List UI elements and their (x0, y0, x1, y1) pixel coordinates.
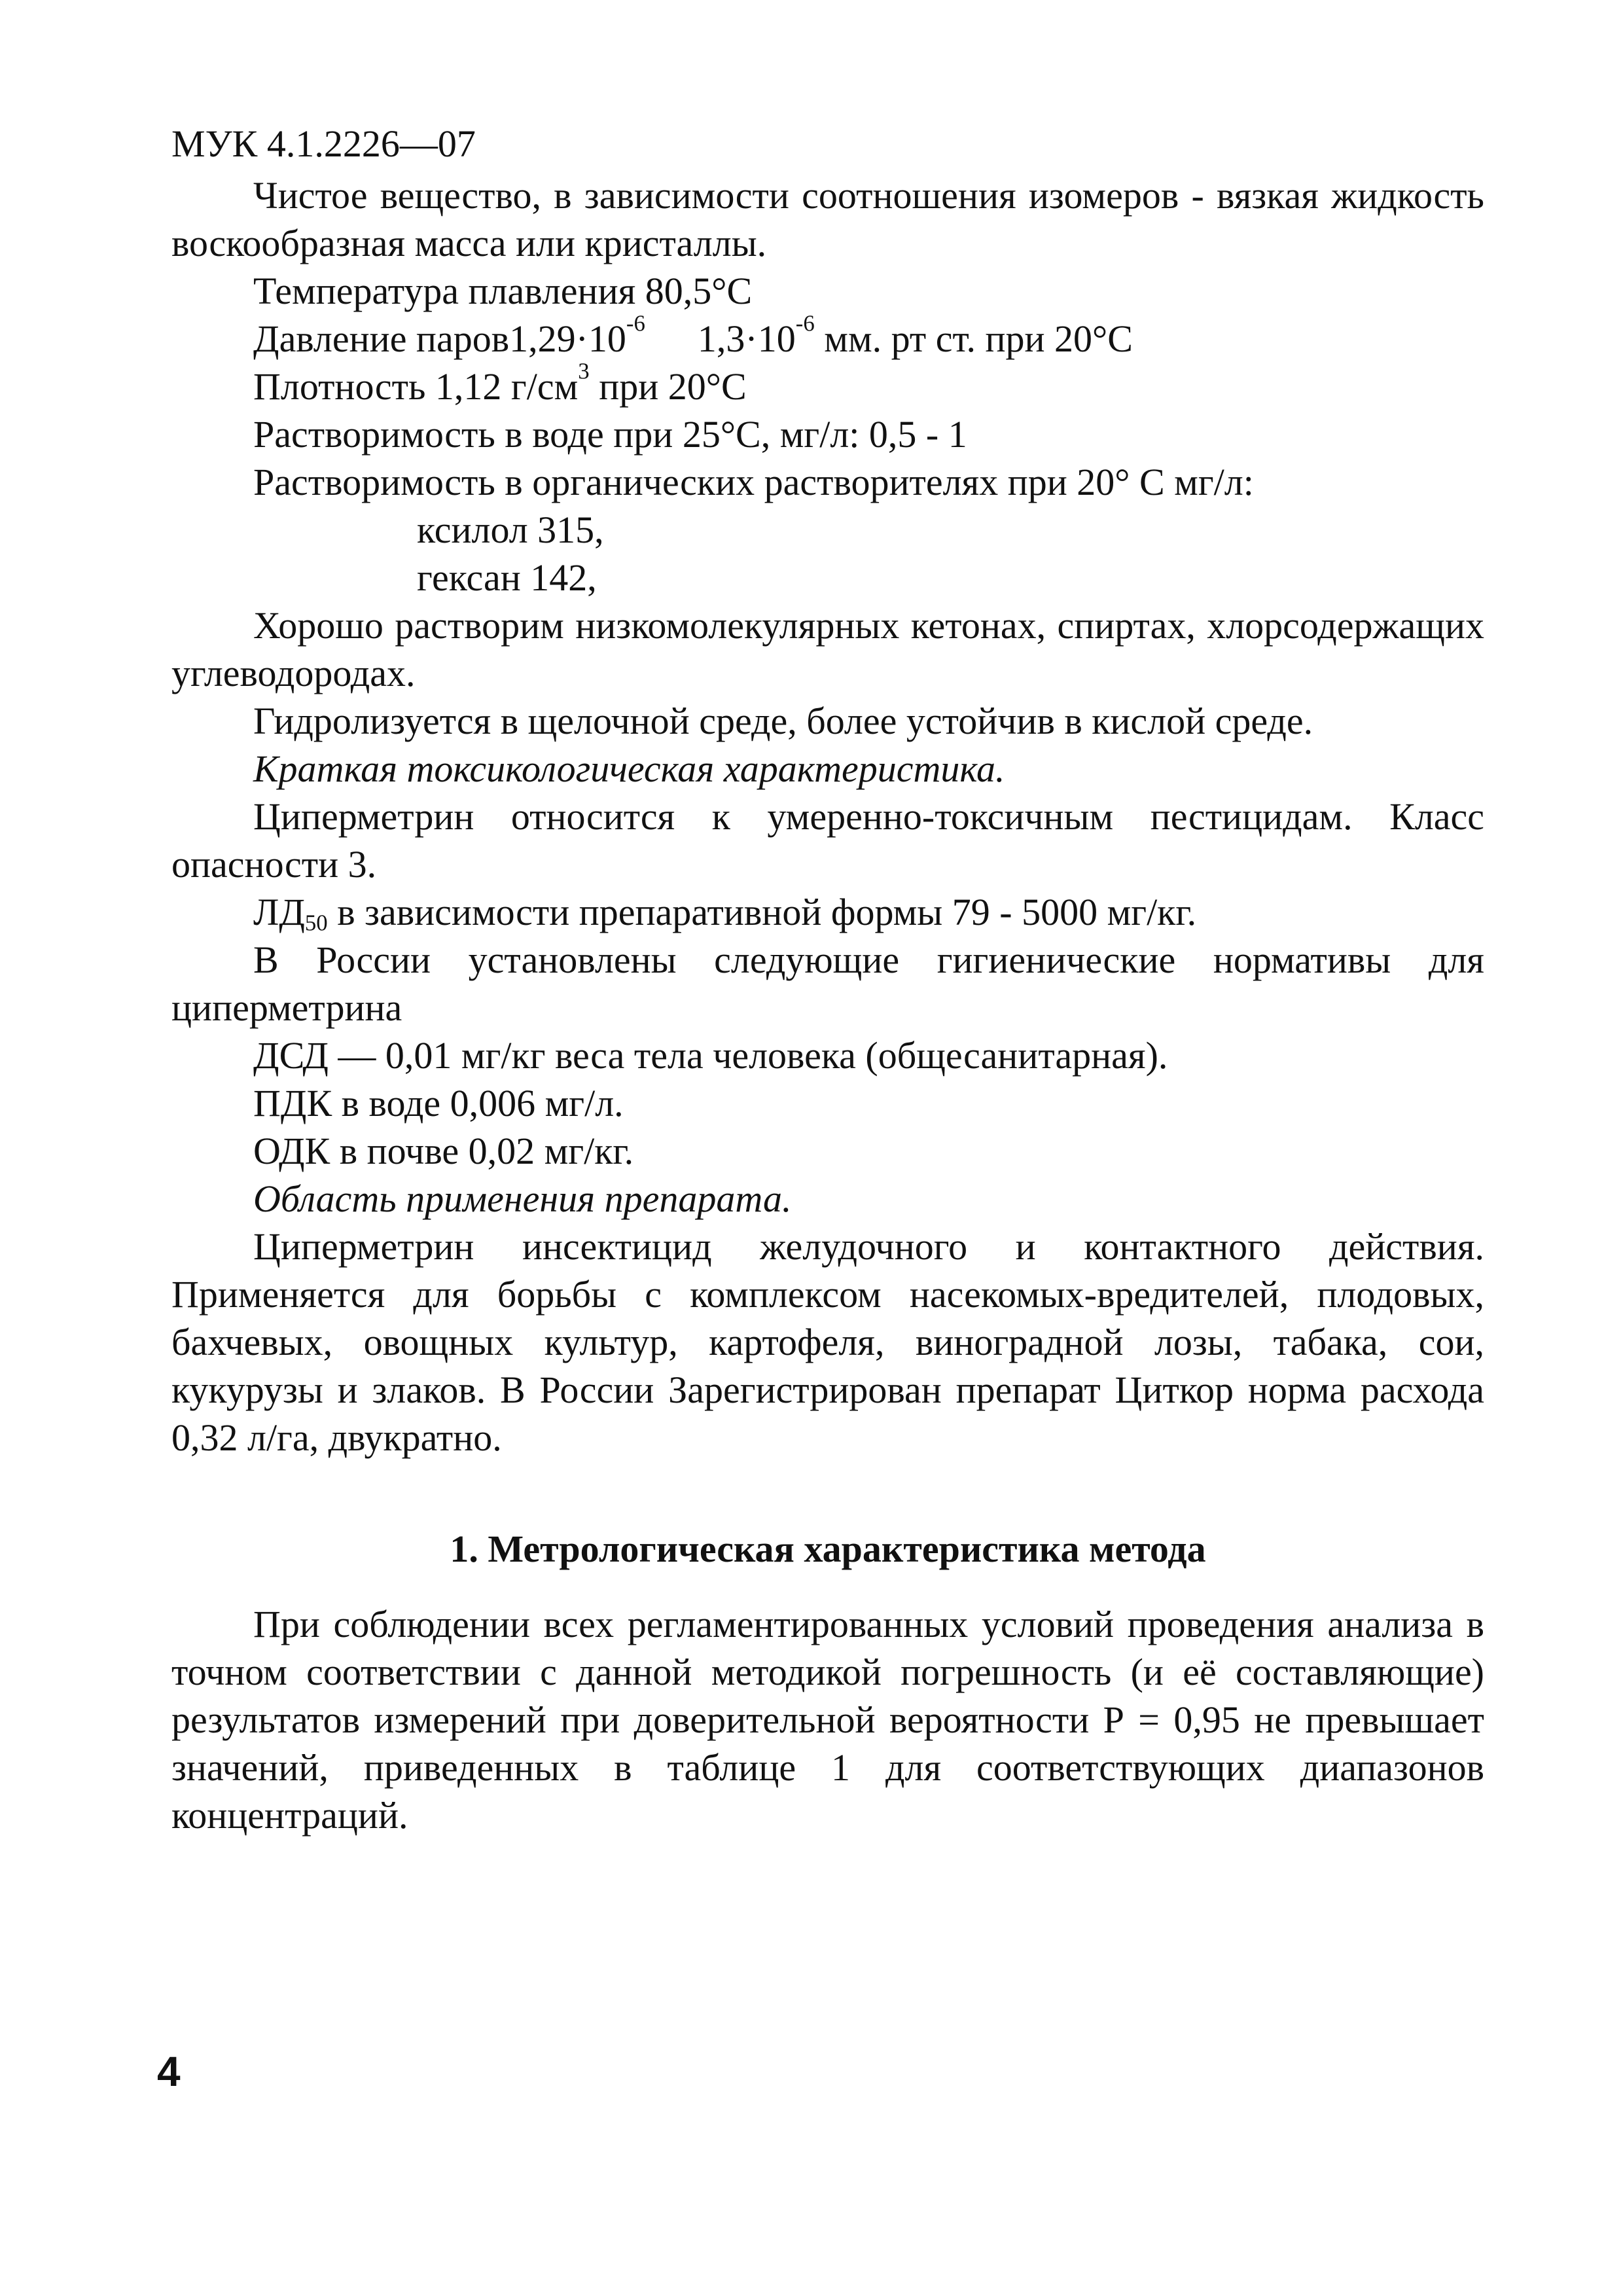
melting-point: Температура плавления 80,5°С (253, 270, 753, 312)
vapor-prefix: Давление паров1,29·10 (253, 317, 626, 360)
solvent-xylene: ксилол 315, (417, 509, 604, 551)
toxicology-title: Краткая токсикологическая характеристика. (253, 747, 1005, 790)
paragraph-hydrolysis: Гидролизуется в щелочной среде, более устойчив в кислой среде. (253, 700, 1313, 742)
solvent-hexane: гексан 142, (417, 556, 597, 599)
document-code-header: МУК 4.1.2226—07 (171, 122, 476, 165)
solubility-water: Растворимость в воде при 25°С, мг/л: 0,5 - 1 (253, 413, 967, 456)
ld50-line (171, 888, 1484, 936)
vapor-suffix: мм. рт ст. при 20°С (814, 317, 1133, 360)
vapor-pressure (171, 310, 1484, 363)
norm-pdk: ПДК в воде 0,006 мг/л. (253, 1082, 624, 1124)
application-title: Область применения препарата. (253, 1177, 792, 1220)
vapor-mid: 1,3·10 (697, 317, 796, 360)
density-suffix: при 20°С (589, 365, 747, 408)
section-heading: 1. Метрологическая характеристика метода (450, 1528, 1206, 1570)
vapor-exp2: -6 (795, 310, 815, 336)
density-exp: 3 (578, 358, 590, 384)
paragraph-description: Чистое вещество, в зависимости соотношения изомеров - вязкая жидкость воскообразная масса или кристаллы. (171, 174, 1484, 264)
section-paragraph: При соблюдении всех регламентированных условий проведения анализа в точном соответствии с данной методикой погрешность (и её составляющие) результатов измерений при доверительной вероятности Р = 0,95 не превышает значений, приведенных в таблице 1 для соответствующих диапазонов концентраций. (171, 1603, 1484, 1837)
paragraph-soluble: Хорошо растворим низкомолекулярных кетонах, спиртах, хлорсодержащих углеводородах. (171, 604, 1484, 694)
substance-properties (171, 171, 1484, 1462)
vapor-exp1: -6 (626, 310, 645, 336)
ld50-suffix: в зависимости препаративной формы 79 - 5000 мг/кг. (327, 891, 1197, 933)
solubility-organic: Растворимость в органических растворителях при 20° С мг/л: (253, 461, 1254, 503)
paragraph-norms: В России установлены следующие гигиенические нормативы для циперметрина (171, 939, 1484, 1029)
ld50-sub: 50 (304, 910, 328, 936)
page-number: 4 (157, 2048, 181, 2095)
section-body (171, 1600, 1484, 1839)
toxicology-class: Циперметрин относится к умеренно-токсичным пестицидам. Класс опасности 3. (171, 795, 1484, 886)
density (171, 358, 1484, 410)
ld50-prefix: ЛД (253, 891, 305, 933)
norm-odk: ОДК в почве 0,02 мг/кг. (253, 1130, 634, 1172)
density-prefix: Плотность 1,12 г/см (253, 365, 579, 408)
application-paragraph: Циперметрин инсектицид желудочного и контактного действия. Применяется для борьбы с комплексом насекомых-вредителей, плодовых, бахчевых, овощных культур, картофеля, виноградной лозы, табака, сои, кукурузы и злаков. В России Зарегистрирован препарат Циткор норма расхода 0,32 л/га, двукратно. (171, 1225, 1484, 1459)
norm-dsd: ДСД — 0,01 мг/кг веса тела человека (общесанитарная). (253, 1034, 1168, 1077)
